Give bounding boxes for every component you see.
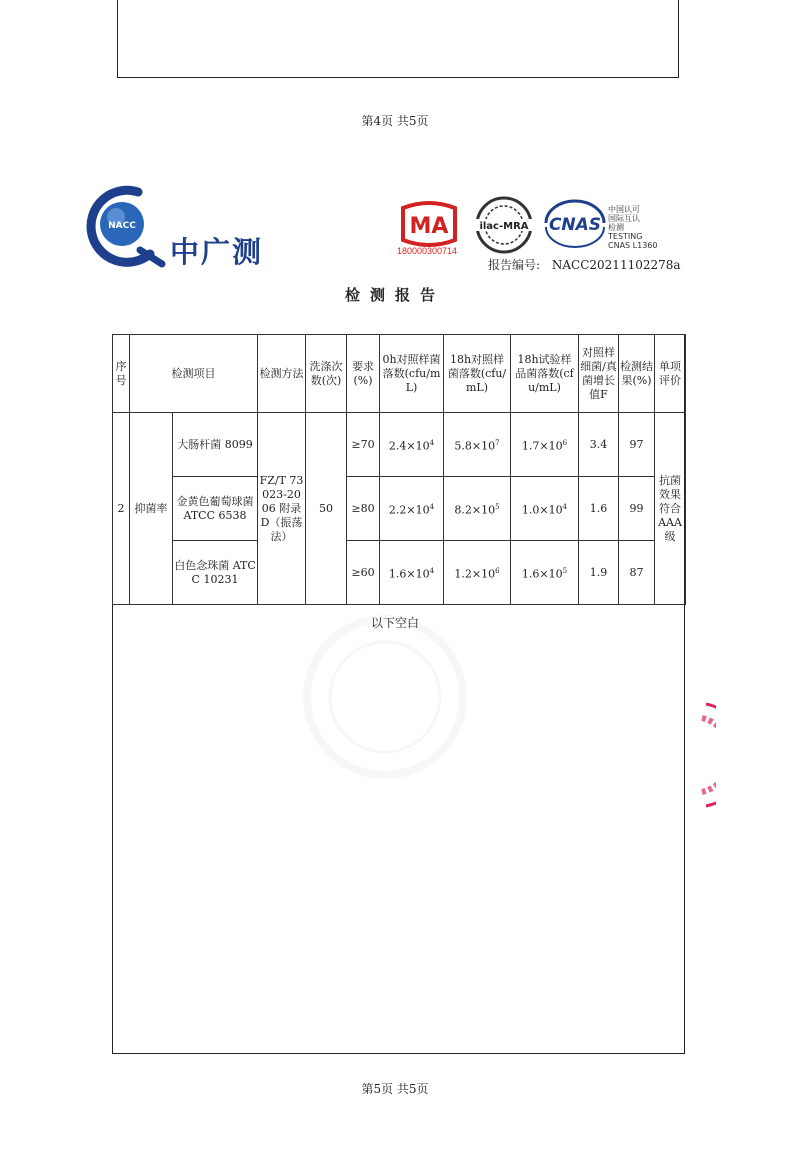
organism-cell: 金黄色葡萄球菌 ATCC 6538 (173, 477, 258, 541)
cnas-side-text: 中国认可 国际互认 检测 TESTING CNAS L1360 (608, 205, 658, 250)
c18h-cell: $8.2\times 10^5$ (444, 477, 511, 541)
report-number-value: NACC20211102278a (551, 258, 681, 272)
t18h-cell: $1.6\times 10^5$ (511, 541, 579, 605)
c18h-cell: $5.8\times 10^7$ (444, 413, 511, 477)
result-cell: 87 (619, 541, 655, 605)
header-item: 检测项目 (130, 335, 258, 413)
header-eval: 单项评价 (655, 335, 686, 413)
eval-cell: 抗菌效果符合AAA级 (655, 413, 686, 605)
cnas-text: CNAS (548, 215, 602, 235)
header-18h-control: 18h对照样菌落数(cfu/mL) (444, 335, 511, 413)
logo-badge-text: NACC (108, 221, 136, 231)
previous-page-number: 第4页 共5页 (361, 114, 429, 128)
method-cell: FZ/T 73023-2006 附录D（振荡法） (258, 413, 306, 605)
document-title: 检测报告 (344, 286, 445, 304)
organism-cell: 白色念珠菌 ATCC 10231 (173, 541, 258, 605)
header-18h-test: 18h试验样品菌落数(cfu/mL) (511, 335, 579, 413)
cnas-mark-icon (540, 197, 610, 249)
c0h-cell: $2.2\times 10^4$ (380, 477, 444, 541)
blank-below-note: 以下空白 (370, 616, 419, 630)
f-cell: 1.6 (579, 477, 619, 541)
cma-mark-text: MA (409, 214, 449, 239)
c18h-cell: $1.2\times 10^6$ (444, 541, 511, 605)
watermark-seal-icon (300, 612, 470, 782)
c0h-cell: $1.6\times 10^4$ (380, 541, 444, 605)
organism-cell: 大肠杆菌 8099 (173, 413, 258, 477)
req-cell: ≥60 (347, 541, 380, 605)
header-method: 检测方法 (258, 335, 306, 413)
header-wash: 洗涤次数(次) (306, 335, 347, 413)
ilac-mra-icon (469, 194, 539, 256)
table-header-row (113, 335, 686, 413)
wash-cell: 50 (306, 413, 347, 605)
report-number-label: 报告编号: (488, 258, 541, 272)
header-seq: 序号 (113, 335, 130, 413)
page-number: 第5页 共5页 (361, 1082, 429, 1096)
ilac-text: ilac-MRA (479, 221, 529, 232)
row-item: 抑菌率 (130, 413, 173, 605)
result-cell: 99 (619, 477, 655, 541)
cma-number: 180000300714 (397, 246, 458, 256)
result-cell: 97 (619, 413, 655, 477)
table-row (113, 541, 686, 605)
report-number (488, 256, 681, 273)
table-row (113, 413, 686, 477)
header-0h-control: 0h对照样菌落数(cfu/mL) (380, 335, 444, 413)
header-growth-f: 对照样细菌/真菌增长值F (579, 335, 619, 413)
t18h-cell: $1.0\times 10^4$ (511, 477, 579, 541)
f-cell: 3.4 (579, 413, 619, 477)
table-row (113, 477, 686, 541)
previous-page-frame (117, 0, 679, 78)
header-result: 检测结果(%) (619, 335, 655, 413)
f-cell: 1.9 (579, 541, 619, 605)
req-cell: ≥80 (347, 477, 380, 541)
header-req: 要求(%) (347, 335, 380, 413)
test-results-table (112, 334, 686, 605)
red-seal-stamp-icon (676, 700, 716, 810)
c0h-cell: $2.4\times 10^4$ (380, 413, 444, 477)
t18h-cell: $1.7\times 10^6$ (511, 413, 579, 477)
req-cell: ≥70 (347, 413, 380, 477)
row-seq: 2 (113, 413, 130, 605)
company-name: 中广测 (170, 235, 264, 269)
